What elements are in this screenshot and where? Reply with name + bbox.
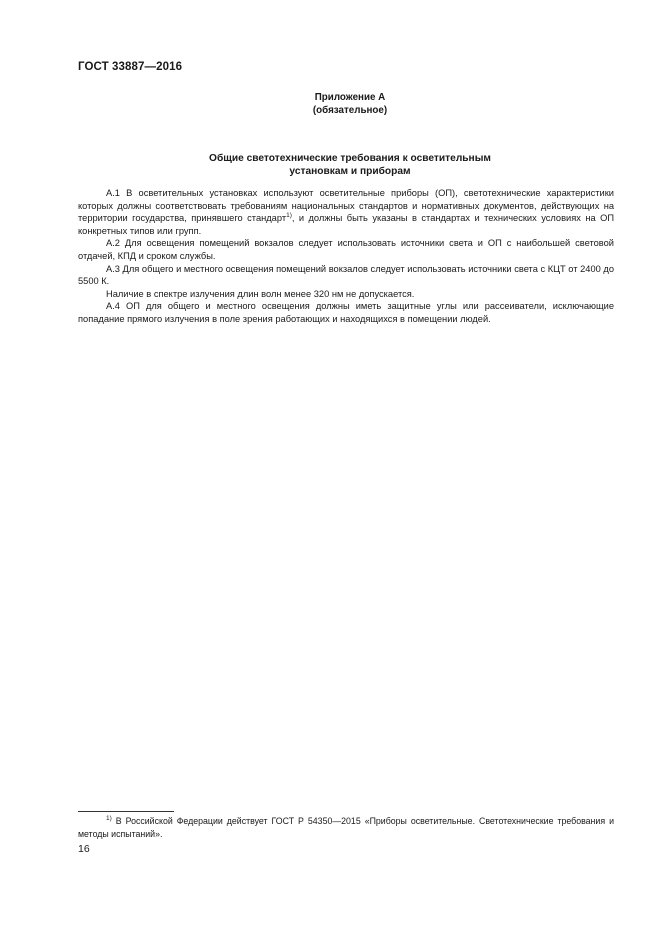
footnote-text — [78, 815, 614, 840]
footnote-reference: 1) — [286, 212, 292, 220]
appendix-heading — [190, 91, 510, 117]
body-text — [78, 187, 614, 326]
footnote-divider — [78, 811, 174, 812]
section-title-line-2: установкам и приборам — [289, 166, 411, 177]
paragraph-a1 — [78, 187, 614, 237]
appendix-status: (обязательное) — [312, 105, 388, 116]
standard-designation: ГОСТ 33887—2016 — [78, 61, 183, 73]
footnote-body: В Российской Федерации действует ГОСТ Р 54350—2015 «Приборы осветительные. Светотехнические требования и методы испытаний». — [78, 816, 614, 839]
appendix-label: Приложение А — [314, 92, 386, 103]
footnote — [78, 815, 614, 840]
paragraph-a3-note: Наличие в спектре излучения длин волн менее 320 нм не допускается. — [106, 288, 415, 299]
paragraph-a1-text-end: , и должны быть указаны в стандартах и технических условиях на ОП конкретных типов или групп. — [78, 213, 615, 236]
paragraph-a4: А.4 ОП для общего и местного освещения должны иметь защитные углы или рассеиватели, исключающие попадание прямого излучения в поле зрения работающих и находящихся в помещении людей. — [78, 301, 614, 324]
page-number: 16 — [78, 843, 90, 855]
section-title — [150, 152, 550, 178]
paragraph-a1-text-start: А.1 В осветительных установках используют осветительные приборы (ОП), светотехнические характеристики которых должны соответствовать требованиям национальных стандартов и нормативных документов, действующих на территории государства, принявшего стандарт — [78, 188, 614, 224]
footnote-mark: 1) — [106, 815, 112, 823]
document-header — [78, 61, 182, 73]
paragraph-a2: А.2 Для освещения помещений вокзалов следует использовать источники света и ОП с наибольшей световой отдачей, КПД и сроком службы. — [78, 238, 614, 261]
section-title-line-1: Общие светотехнические требования к осветительным — [209, 153, 491, 164]
paragraph-a3: А.3 Для общего и местного освещения помещений вокзалов следует использовать источники света с КЦТ от 2400 до 5500 К. — [78, 263, 614, 287]
